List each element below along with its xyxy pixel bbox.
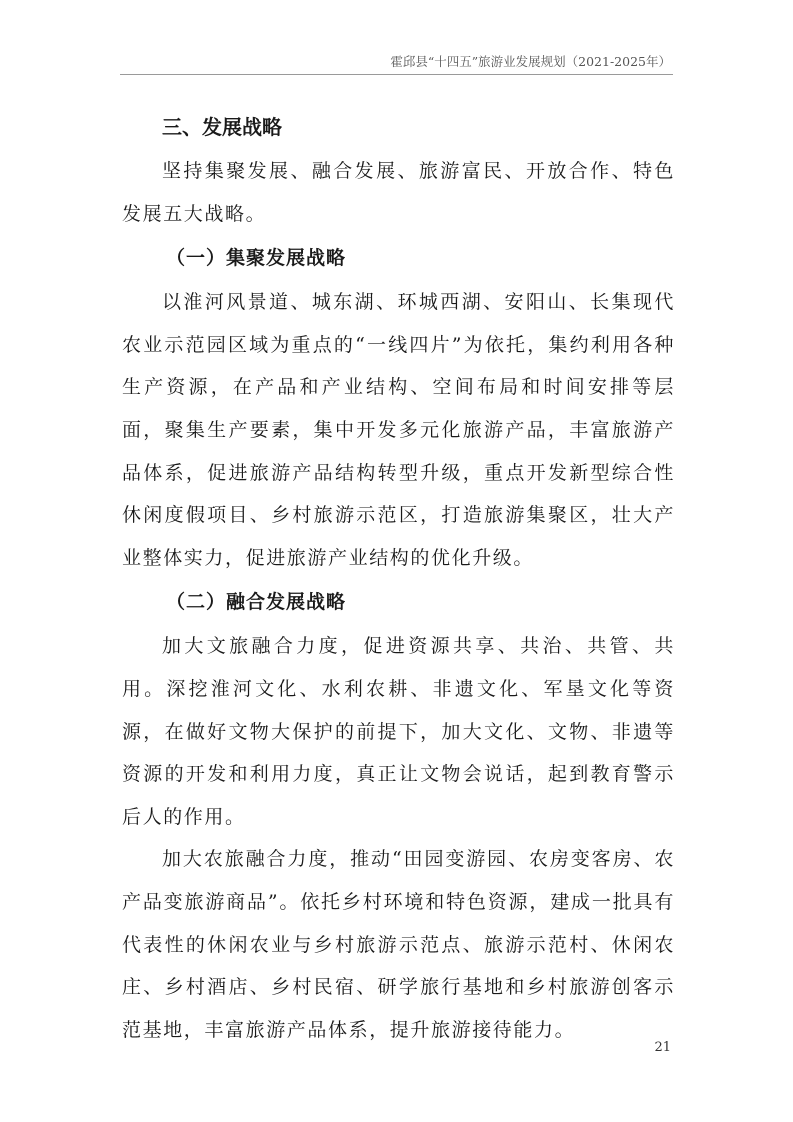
page-number: 21 bbox=[654, 1040, 671, 1055]
section-title: 三、发展战略 bbox=[162, 115, 282, 139]
section-intro-paragraph: 坚持集聚发展、融合发展、旅游富民、开放合作、特色发展五大战略。 bbox=[122, 160, 675, 225]
paragraph-culture-tourism: 加大文旅融合力度，促进资源共享、共治、共管、共用。深挖淮河文化、水利农耕、非遗文化、军垦文化等资源，在做好文物大保护的前提下，加大文化、文物、非遗等资源的开发和利用力度，真正让文物会说话，起到教育警示后人的作用。 bbox=[122, 635, 675, 828]
running-header: 霍邱县“十四五”旅游业发展规划（2021-2025年） bbox=[390, 54, 671, 69]
paragraph-clustering: 以淮河风景道、城东湖、环城西湖、安阳山、长集现代农业示范园区域为重点的“一线四片”为依托，集约利用各种生产资源，在产品和产业结构、空间布局和时间安排等层面，聚集生产要素，集中开发多元化旅游产品，丰富旅游产品体系，促进旅游产品结构转型升级，重点开发新型综合性休闲度假项目、乡村旅游示范区，打造旅游集聚区，壮大产业整体实力，促进旅游产业结构的优化升级。 bbox=[122, 291, 675, 569]
document-body bbox=[122, 98, 675, 1051]
subsection-title-clustering: （一）集聚发展战略 bbox=[166, 247, 347, 270]
header-rule bbox=[120, 74, 673, 75]
paragraph-agri-tourism: 加大农旅融合力度，推动“田园变游园、农房变客房、农产品变旅游商品”。依托乡村环境和特色资源，建成一批具有代表性的休闲农业与乡村旅游示范点、旅游示范村、休闲农庄、乡村酒店、乡村民宿、研学旅行基地和乡村旅游创客示范基地，丰富旅游产品体系，提升旅游接待能力。 bbox=[122, 848, 675, 1041]
subsection-title-integration: （二）融合发展战略 bbox=[166, 591, 347, 614]
